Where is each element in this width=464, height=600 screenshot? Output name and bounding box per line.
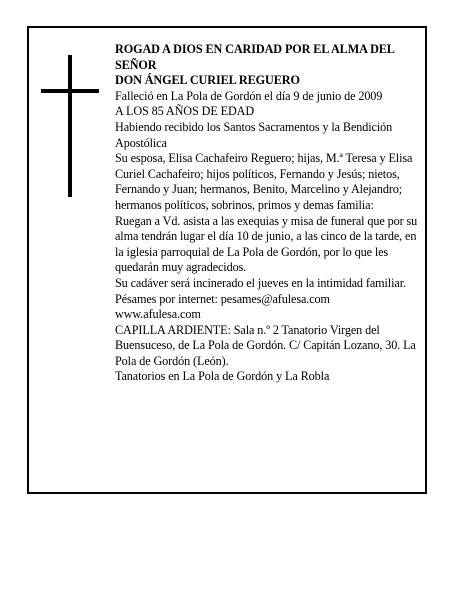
- cross-horizontal-bar: [41, 89, 99, 93]
- cross-icon: [41, 55, 99, 197]
- obituary-text: [115, 42, 423, 385]
- family-list: Su esposa, Elisa Cachafeiro Reguero; hijas, M.ª Teresa y Elisa Curiel Cachafeiro; hijos políticos, Fernando y Jesús; nietos, Fernando y Juan; hermanos, Benito, Marcelino y Alejandro; hermanos políticos, sobrinos, primos y demas familia:: [115, 151, 413, 212]
- age-statement: A LOS 85 AÑOS DE EDAD: [115, 104, 255, 119]
- death-statement: Falleció en La Pola de Gordón el día 9 de junio de 2009: [115, 88, 383, 103]
- funeral-homes: Tanatorios en La Pola de Gordón y La Robla: [115, 369, 330, 384]
- chapel-location: CAPILLA ARDIENTE: Sala n.º 2 Tanatorio Virgen del Buensuceso, de La Pola de Gordón. C/ Capitán Lozano, 30. La Pola de Gordón (León).: [115, 322, 416, 368]
- obituary-notice: [27, 26, 427, 494]
- cremation-statement: Su cadáver será incinerado el jueves en la intimidad familiar.: [115, 275, 406, 290]
- cross-vertical-bar: [68, 55, 72, 197]
- header-prayer: ROGAD A DIOS EN CARIDAD POR EL ALMA DEL SEÑOR: [115, 42, 395, 72]
- deceased-name: DON ÁNGEL CURIEL REGUERO: [115, 73, 300, 88]
- website-link: www.afulesa.com: [115, 307, 201, 322]
- sacraments-statement: Habiendo recibido los Santos Sacramentos y la Bendición Apostólica: [115, 119, 393, 150]
- funeral-request: Ruegan a Vd. asista a las exequias y misa de funeral que por su alma tendrán lugar el día 10 de junio, a las cinco de la tarde, en la iglesia parroquial de La Pola de Gordón, por lo que les quedarán muy agradecidos.: [115, 213, 418, 275]
- condolences-email: Pésames por internet: pesames@afulesa.com: [115, 291, 330, 306]
